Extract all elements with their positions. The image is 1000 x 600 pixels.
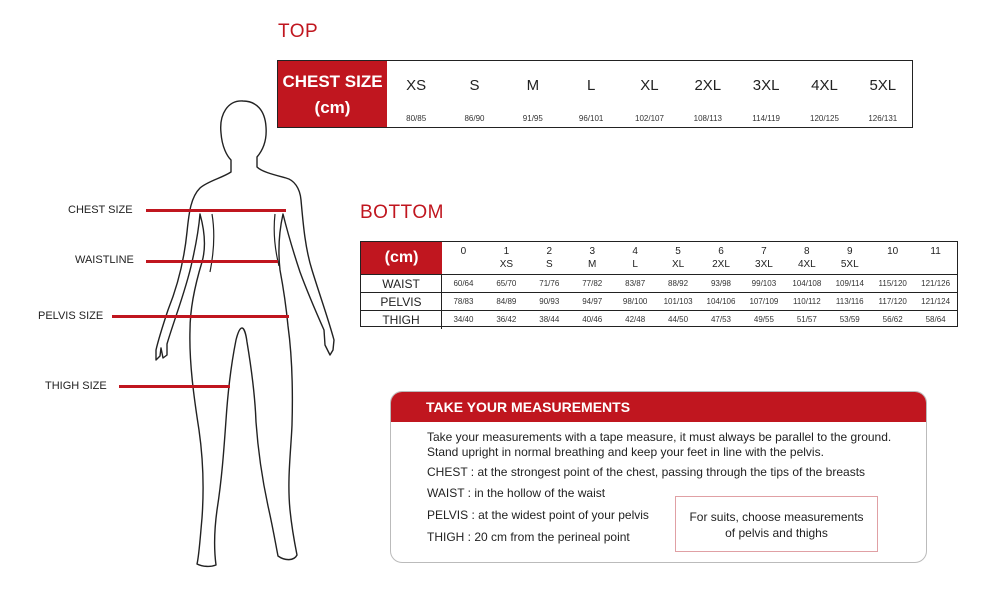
chest-size-unit: (cm) <box>314 98 351 117</box>
bottom-size-letter: L <box>632 259 638 270</box>
top-size-label: 2XL <box>694 77 722 94</box>
table-cell: 60/64 <box>453 279 474 288</box>
top-size-column <box>737 61 795 127</box>
bottom-size-number: 2 <box>546 246 553 257</box>
table-cell: 56/62 <box>882 315 903 324</box>
top-size-column <box>445 61 503 127</box>
bottom-size-columns <box>442 242 957 274</box>
table-cell: 34/40 <box>453 315 474 324</box>
bottom-size-number: 5 <box>675 246 681 257</box>
bottom-size-number: 0 <box>460 246 467 257</box>
bottom-size-number: 4 <box>632 246 638 257</box>
bottom-size-number: 8 <box>804 246 810 257</box>
pelvis-measure-line <box>112 315 289 318</box>
table-row <box>361 274 957 293</box>
top-size-column <box>854 61 912 127</box>
body-outline <box>156 101 334 566</box>
top-size-column <box>795 61 853 127</box>
table-cell: 98/100 <box>622 297 648 306</box>
bottom-size-column <box>442 242 485 274</box>
suits-note-line-1: For suits, choose measurements <box>689 510 864 524</box>
table-cell: 51/57 <box>796 315 817 324</box>
top-size-value: 108/113 <box>693 114 722 123</box>
bottom-size-table <box>360 241 958 327</box>
table-cell: 84/89 <box>496 297 517 306</box>
top-size-label: 3XL <box>752 77 780 94</box>
thigh-measure-line <box>119 385 230 388</box>
bottom-size-column <box>828 242 871 274</box>
bottom-size-column <box>571 242 614 274</box>
bottom-size-column <box>871 242 914 274</box>
bottom-size-number: 11 <box>930 246 941 257</box>
bottom-size-letter: 4XL <box>797 259 816 270</box>
measurements-intro-1: Take your measurements with a tape measure, it must always be parallel to the ground. <box>427 430 892 444</box>
table-cell: 40/46 <box>582 315 603 324</box>
bottom-size-column <box>742 242 785 274</box>
top-size-label: XL <box>640 77 659 94</box>
table-cell: 42/48 <box>625 315 646 324</box>
pelvis-size-label: PELVIS SIZE <box>38 310 104 322</box>
row-label: PELVIS <box>361 293 442 311</box>
bottom-size-letter: 2XL <box>712 259 730 270</box>
top-size-value: 91/95 <box>522 114 543 123</box>
top-size-table <box>277 60 913 128</box>
table-cell: 117/120 <box>878 297 907 306</box>
top-size-column <box>504 61 562 127</box>
top-size-value: 102/107 <box>635 114 664 123</box>
table-cell: 49/55 <box>753 315 774 324</box>
bottom-size-letter: XL <box>671 259 685 270</box>
table-cell: 65/70 <box>496 279 517 288</box>
bottom-size-column <box>785 242 828 274</box>
table-cell: 121/124 <box>921 297 951 306</box>
body-silhouette <box>140 95 350 575</box>
top-size-columns <box>387 61 912 127</box>
table-cell: 83/87 <box>625 279 646 288</box>
bottom-size-letter: M <box>588 259 597 270</box>
table-cell: 115/120 <box>878 279 907 288</box>
bottom-size-letter: 3XL <box>755 259 773 270</box>
waistline-label: WAISTLINE <box>75 254 134 266</box>
chest-size-label: CHEST SIZE <box>68 204 133 216</box>
table-cell: 77/82 <box>582 279 603 288</box>
measurements-title: TAKE YOUR MEASUREMENTS <box>391 392 926 422</box>
bottom-size-column <box>614 242 657 274</box>
table-cell: 101/103 <box>663 297 693 306</box>
top-size-label: M <box>526 77 540 94</box>
table-cell: 93/98 <box>710 279 731 288</box>
body-inner-line <box>210 214 214 272</box>
measurements-pelvis: PELVIS : at the widest point of your pelvis <box>427 508 649 522</box>
table-cell: 104/108 <box>792 279 822 288</box>
measurements-chest: CHEST : at the strongest point of the chest, passing through the tips of the breasts <box>427 465 866 479</box>
bottom-size-number: 10 <box>887 246 899 257</box>
measurements-waist: WAIST : in the hollow of the waist <box>427 486 606 500</box>
measurements-thigh: THIGH : 20 cm from the perineal point <box>427 530 630 544</box>
top-size-value: 96/101 <box>578 114 604 123</box>
top-size-column <box>562 61 620 127</box>
top-section-title: TOP <box>278 21 319 42</box>
chest-size-header: CHEST SIZE <box>282 72 383 91</box>
table-cell: 71/76 <box>539 279 560 288</box>
body-inner-line-2 <box>274 214 279 266</box>
table-cell: 109/114 <box>835 279 864 288</box>
top-size-column <box>620 61 678 127</box>
bottom-size-column <box>700 242 743 274</box>
table-cell: 38/44 <box>539 315 560 324</box>
top-size-label: XS <box>406 77 427 94</box>
top-size-label: 4XL <box>811 77 838 94</box>
top-size-column <box>387 61 445 127</box>
bottom-size-letter: S <box>545 259 553 270</box>
bottom-size-letter: 5XL <box>840 259 859 270</box>
bottom-size-number: 6 <box>718 246 724 257</box>
top-table-header <box>278 61 387 127</box>
table-cell: 47/53 <box>710 315 731 324</box>
chest-measure-line <box>146 209 286 212</box>
top-size-column <box>679 61 737 127</box>
table-cell: 90/93 <box>539 297 560 306</box>
bottom-size-number: 7 <box>761 246 767 257</box>
bottom-size-column <box>528 242 571 274</box>
thigh-size-label: THIGH SIZE <box>45 380 107 392</box>
row-label: THIGH <box>361 311 442 329</box>
top-size-value: 86/90 <box>464 114 485 123</box>
bottom-size-number: 3 <box>589 246 595 257</box>
measurements-intro-2: Stand upright in normal breathing and keep your feet in line with the pelvis. <box>427 445 824 459</box>
table-cell: 107/109 <box>749 297 779 306</box>
waist-measure-line <box>146 260 278 263</box>
row-label: WAIST <box>361 275 442 293</box>
table-cell: 94/97 <box>582 297 603 306</box>
top-size-value: 80/85 <box>406 114 427 123</box>
table-cell: 58/64 <box>925 315 946 324</box>
bottom-size-number: 9 <box>846 246 853 257</box>
top-size-value: 114/119 <box>752 114 780 123</box>
table-cell: 104/106 <box>706 297 736 306</box>
top-size-label: L <box>586 77 596 94</box>
table-cell: 44/50 <box>668 315 689 324</box>
bottom-section-title: BOTTOM <box>360 202 444 223</box>
table-row <box>361 310 957 329</box>
top-size-label: S <box>469 77 480 94</box>
top-size-value: 126/131 <box>868 114 898 123</box>
suits-note-line-2: of pelvis and thighs <box>725 526 828 540</box>
bottom-size-letter: XS <box>499 259 514 270</box>
table-cell: 121/126 <box>921 279 951 288</box>
bottom-size-column <box>914 242 957 274</box>
bottom-table-header: (cm) <box>361 242 442 274</box>
table-cell: 110/112 <box>792 297 821 306</box>
top-size-value: 120/125 <box>810 114 839 123</box>
table-cell: 78/83 <box>453 297 474 306</box>
table-row <box>361 292 957 311</box>
table-cell: 113/116 <box>835 297 864 306</box>
table-cell: 36/42 <box>496 315 517 324</box>
bottom-size-number: 1 <box>503 246 510 257</box>
top-size-label: 5XL <box>869 77 897 94</box>
bottom-size-column <box>657 242 700 274</box>
bottom-size-column <box>485 242 528 274</box>
table-cell: 88/92 <box>668 279 689 288</box>
suits-note-box <box>675 496 878 552</box>
table-cell: 99/103 <box>751 279 777 288</box>
table-cell: 53/59 <box>839 315 860 324</box>
